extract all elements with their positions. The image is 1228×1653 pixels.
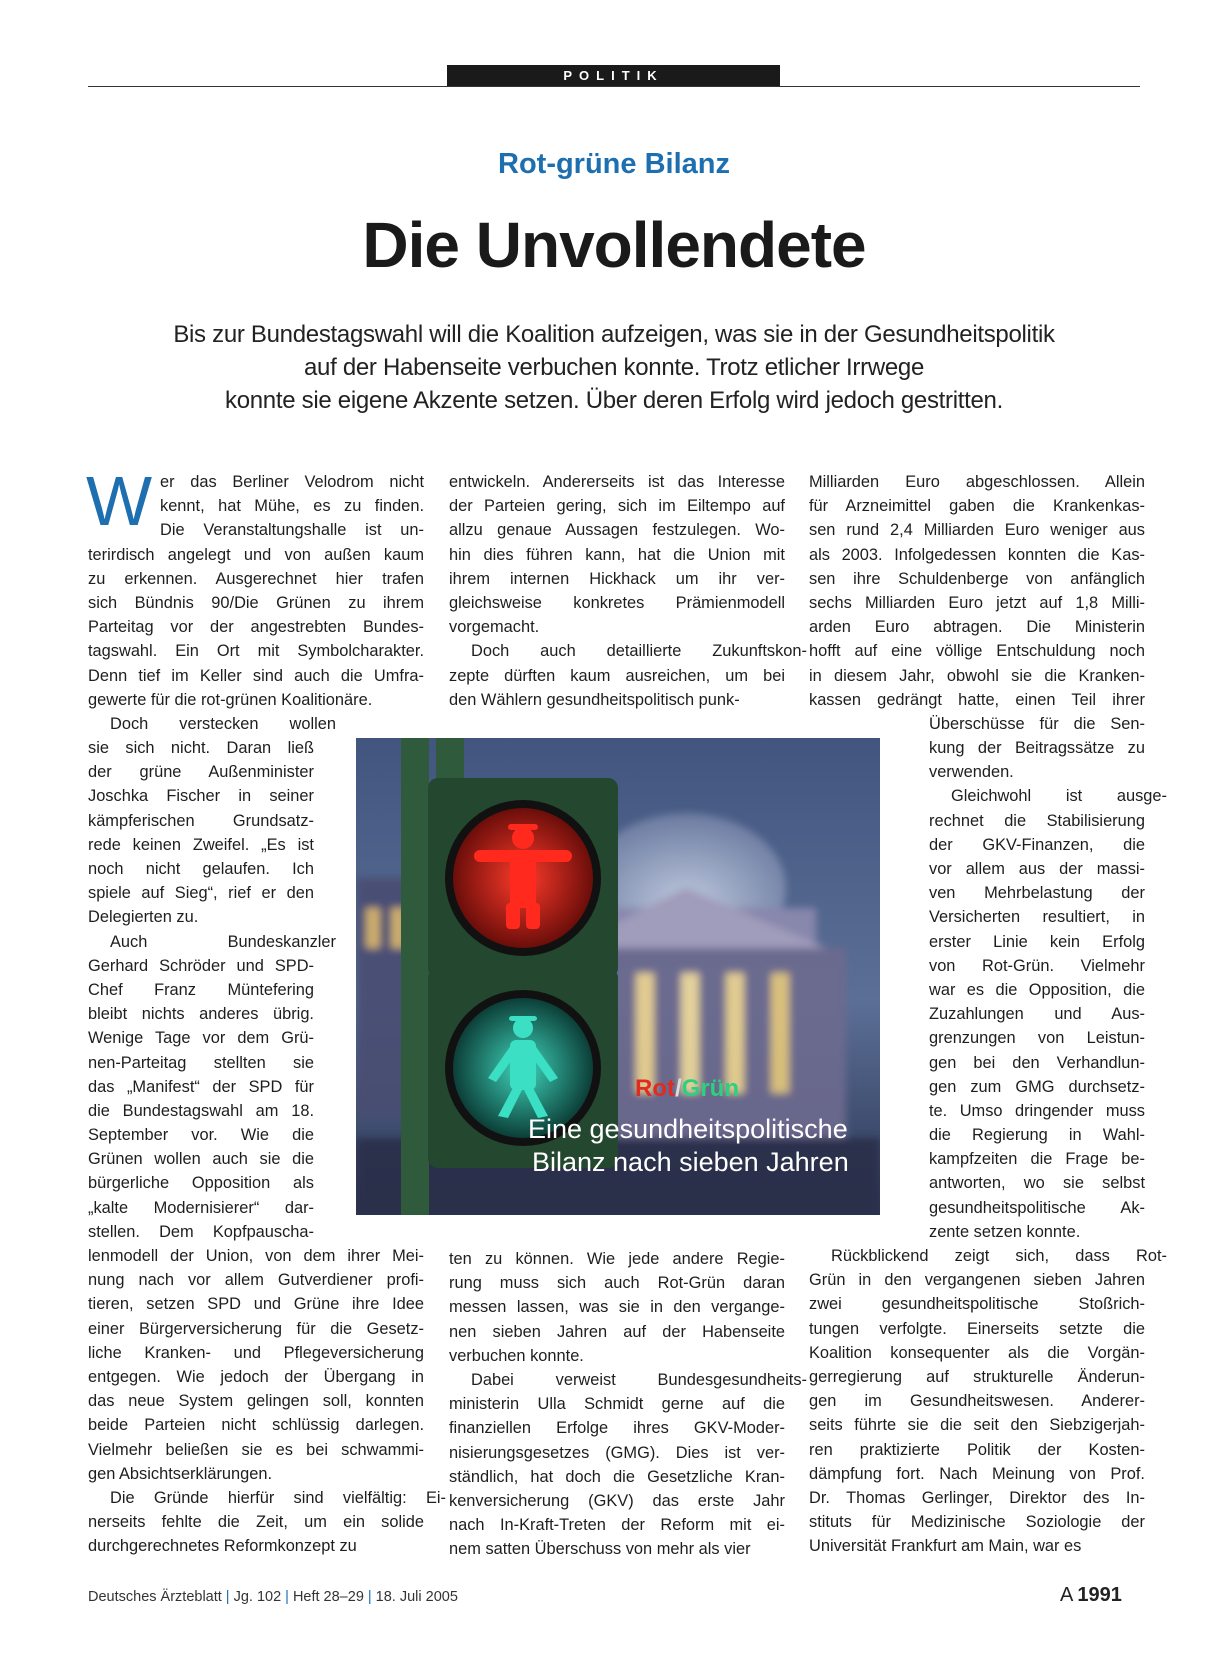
text-line: gerregierung auf strukturelle Änderun- [809, 1367, 1145, 1386]
text-line: er das Berliner Velodrom nicht [160, 473, 424, 491]
text-line: rung muss sich auch Rot-Grün daran [449, 1274, 785, 1293]
text-line: tieren, setzen SPD und Grüne ihre Idee [88, 1295, 424, 1314]
text-line: nung nach vor allem Gutverdiener profi- [88, 1271, 424, 1290]
photo-caption-line-2: Bilanz nach sieben Jahren [532, 1147, 849, 1177]
article-photo [356, 738, 880, 1215]
text-line: hin dies führen kann, hat die Union mit [449, 545, 785, 564]
text-line: bleibt nichts anderes übrig. [88, 1005, 314, 1024]
text-line: gen bei den Verhandlun- [929, 1053, 1145, 1072]
text-line: messen lassen, was sie in den vergange- [449, 1298, 785, 1317]
text-line: zu erkennen. Ausgerechnet hier trafen [88, 569, 424, 588]
text-line: ständlich, hat doch die Gesetzliche Kran- [449, 1467, 785, 1486]
text-line: Auch Bundeskanzler [110, 932, 336, 951]
text-line: gleichsweise konkretes Prämienmodell [449, 593, 785, 612]
text-line: rechnet die Stabilisierung [929, 811, 1145, 830]
text-line: sechs Milliarden Euro jetzt auf 1,8 Milli- [809, 593, 1145, 612]
text-line: gesundheitspolitische Ak- [929, 1198, 1145, 1217]
text-line: Die Veranstaltungshalle ist un- [160, 521, 424, 540]
journal-name: Deutsches Ärzteblatt [88, 1589, 222, 1605]
text-line: finanziellen Erfolge ihres GKV-Moder- [449, 1419, 785, 1438]
text-line: Die Gründe hierfür sind vielfältig: Ei- [110, 1488, 446, 1507]
text-line: Rückblickend zeigt sich, dass Rot- [831, 1247, 1167, 1265]
article-kicker: Rot-grüne Bilanz [498, 148, 730, 180]
text-line: arden Euro abtragen. Die Ministerin [809, 618, 1145, 637]
text-line: liche Kranken- und Pflegeversicherung [88, 1343, 424, 1362]
text-column-2-bottom [449, 1247, 807, 1561]
text-line: einer Bürgerversicherung für die Gesetz- [88, 1319, 424, 1338]
text-line: seits führte sie die seit den Siebzigerjah- [809, 1416, 1145, 1435]
text-line: hofft auf eine völlige Entschuldung noch [809, 642, 1145, 661]
journal-volume: Jg. 102 [233, 1589, 282, 1605]
text-line: die Bundestagswahl am 18. [88, 1101, 314, 1120]
text-line: Joschka Fischer in seiner [88, 787, 314, 806]
text-line: Dabei verweist Bundesgesundheits- [471, 1370, 807, 1389]
text-line: der grüne Außenminister [88, 763, 314, 782]
text-line: Gerhard Schröder und SPD- [88, 956, 314, 975]
text-line: die Regierung in Wahl- [929, 1126, 1145, 1145]
text-line: gen im Gesundheitswesen. Anderer- [809, 1392, 1145, 1411]
text-line: der GKV-Finanzen, die [929, 835, 1145, 854]
text-line: lenmodell der Union, von dem ihrer Mei- [88, 1247, 424, 1265]
text-line: ren praktizierte Politik der Kosten- [809, 1440, 1145, 1459]
text-line: stituts für Medizinische Soziologie der [809, 1513, 1145, 1532]
photo-label-gruen: Grün [681, 1075, 739, 1102]
text-line: war es die Opposition, die [929, 980, 1145, 999]
text-line: zente setzen konnte. [929, 1222, 1081, 1241]
text-line: Universität Frankfurt am Main, war es [809, 1537, 1082, 1556]
text-line: stellen. Dem Kopfpauscha- [88, 1222, 314, 1241]
traffic-light-photo [356, 738, 880, 1215]
lead-line: konnte sie eigene Akzente setzen. Über deren Erfolg wird jedoch gestritten. [225, 387, 1003, 414]
text-line: Parteitag vor der angestrebten Bundes- [88, 618, 424, 637]
text-line: kennt, hat Mühe, es zu finden. [160, 497, 424, 516]
lead-line: Bis zur Bundestagswahl will die Koalition aufzeigen, was sie in der Gesundheitspolitik [173, 321, 1055, 348]
text-line: Zuzahlungen und Aus- [929, 1005, 1145, 1024]
article-lead [130, 318, 1098, 417]
section-label: POLITIK [447, 65, 780, 86]
text-line: spiele auf Sieg“, rief er den [88, 884, 314, 903]
text-line: allzu genaue Aussagen festzulegen. Wo- [449, 521, 785, 540]
text-line: tungen verfolgte. Einerseits setzte die [809, 1319, 1145, 1338]
photo-label-slash: / [674, 1075, 682, 1102]
text-line: Milliarden Euro abgeschlossen. Allein [809, 473, 1145, 491]
text-line: sie sich nicht. Daran ließ [88, 739, 314, 758]
text-line: sen ihre Schuldenberge von anfänglich [809, 569, 1145, 588]
text-line: Doch verstecken wollen [110, 714, 336, 733]
journal-date: 18. Juli 2005 [375, 1589, 458, 1605]
text-line: dämpfung fort. Nach Meinung von Prof. [809, 1464, 1145, 1483]
article-headline: Die Unvollendete [362, 209, 866, 281]
text-line: nem satten Überschuss von mehr als vier [449, 1540, 751, 1559]
text-line: ministerin Ulla Schmidt gerne auf die [449, 1395, 785, 1414]
text-line: kung der Beitragssätze zu [929, 739, 1145, 758]
text-line: ihrem internen Hickhack um ihr ver- [449, 569, 785, 588]
text-line: gen zum GMG durchsetz- [929, 1077, 1145, 1096]
text-line: bürgerliche Opposition als [88, 1174, 314, 1193]
text-line: nach In-Kraft-Treten der Reform mit ei- [449, 1516, 785, 1535]
text-line: rede keinen Zweifel. „Es ist [88, 835, 314, 854]
text-line: verwenden. [929, 763, 1014, 782]
drop-cap: W [86, 462, 153, 540]
text-line: tagswahl. Ein Ort mit Symbolcharakter. [88, 642, 424, 661]
text-line: vorgemacht. [449, 618, 540, 637]
text-line: September vor. Wie die [88, 1126, 314, 1145]
text-line: Chef Franz Müntefering [88, 980, 314, 999]
text-line: der Parteien gering, sich im Eiltempo auf [449, 497, 785, 516]
text-line: beide Parteien nicht schlüssig darlegen. [88, 1416, 424, 1435]
text-line: für Arzneimittel gaben die Krankenkas- [809, 497, 1145, 516]
text-line: vor allem aus der massi- [929, 860, 1145, 878]
text-line: entwickeln. Andererseits ist das Interesse [449, 473, 785, 491]
text-line: Koalition konsequenter als die Vorgän- [809, 1343, 1145, 1362]
text-line: nisierungsgesetzes (GMG). Dies ist ver- [449, 1443, 785, 1462]
text-line: Gleichwohl ist ausge- [951, 787, 1167, 806]
text-line: Doch auch detaillierte Zukunftskon- [471, 642, 807, 661]
text-line: te. Umso dringender muss [929, 1101, 1145, 1120]
text-line: gewerte für die rot-grünen Koalitionäre. [88, 690, 373, 709]
text-line: Delegierten zu. [88, 908, 199, 927]
text-line: Dr. Thomas Gerlinger, Direktor des In- [809, 1488, 1145, 1507]
text-line: Wenige Tage vor dem Grü- [88, 1029, 314, 1048]
text-line: terirdisch angelegt und von außen kaum [88, 545, 424, 564]
text-line: sen rund 2,4 Milliarden Euro weniger aus [809, 521, 1145, 540]
text-line: erster Linie kein Erfolg [929, 932, 1145, 951]
text-line: Versicherten resultiert, in [929, 908, 1145, 927]
journal-issue: Heft 28–29 [292, 1589, 364, 1605]
text-line: kampfzeiten die Frage be- [929, 1150, 1145, 1169]
text-line: das „Manifest“ der SPD für [88, 1077, 314, 1096]
text-column-2-top [449, 470, 807, 712]
page-prefix: A [1060, 1584, 1074, 1606]
text-line: zwei gesundheitspolitische Stoßrich- [809, 1295, 1145, 1314]
text-line: kämpferischen Grundsatz- [88, 811, 314, 830]
text-line: durchgerechnetes Reformkonzept zu [88, 1537, 357, 1556]
text-line: von Rot-Grün. Vielmehr [929, 956, 1145, 975]
footer-citation: Deutsches Ärzteblatt | Jg. 102 | Heft 28–29 | 18. Juli 2005 [88, 1589, 458, 1605]
photo-label [635, 1075, 739, 1102]
text-line: Vielmehr beließen sie es bei schwammi- [88, 1440, 424, 1459]
text-line: den Wählern gesundheitspolitisch punk- [449, 690, 740, 709]
text-line: kassen gedrängt hatte, einen Teil ihrer [809, 690, 1145, 709]
text-line: in diesem Jahr, obwohl sie die Kranken- [809, 666, 1145, 685]
text-line: gen Absichtserklärungen. [88, 1464, 273, 1483]
text-line: kenversicherung (GKV) das erste Jahr [449, 1491, 785, 1510]
text-line: Grünen wollen auch sie die [88, 1150, 314, 1169]
text-line: „kalte Modernisierer“ dar- [88, 1198, 314, 1217]
text-line: ven Mehrbelastung der [929, 884, 1145, 903]
page-number-value: 1991 [1077, 1584, 1122, 1606]
text-line: entgegen. Wie jedoch der Übergang in [88, 1367, 424, 1386]
text-line: sich Bündnis 90/Die Grünen zu ihrem [88, 593, 424, 612]
text-line: verbuchen konnte. [449, 1346, 584, 1365]
photo-label-rot: Rot [635, 1075, 675, 1102]
text-line: das neue System gelingen soll, konnten [88, 1392, 424, 1411]
text-line: ten zu können. Wie jede andere Regie- [449, 1250, 785, 1268]
text-line: als 2003. Infolgedessen konnten die Kas- [809, 545, 1145, 564]
text-line: nen sieben Jahren auf der Habenseite [449, 1322, 785, 1341]
text-line: Überschüsse für die Sen- [929, 714, 1145, 733]
text-line: nen-Parteitag stellten sie [88, 1053, 314, 1072]
text-line: Grün in den vergangenen sieben Jahren [809, 1271, 1145, 1290]
text-line: Denn tief im Keller sind auch die Umfra- [88, 666, 424, 685]
text-line: antworten, wo sie selbst [929, 1174, 1145, 1193]
header-rule [88, 86, 1140, 87]
page-number [1060, 1584, 1122, 1607]
lead-line: auf der Habenseite verbuchen konnte. Trotz etlicher Irrwege [304, 354, 924, 381]
text-line: grenzungen von Leistun- [929, 1029, 1145, 1048]
text-line: noch nicht gelaufen. Ich [88, 860, 314, 878]
photo-caption-line-1: Eine gesundheitspolitische [528, 1114, 848, 1144]
text-line: zepte dürften kaum ausreichen, um bei [449, 666, 785, 685]
text-line: nerseits fehlte die Zeit, um ein solide [88, 1513, 424, 1532]
